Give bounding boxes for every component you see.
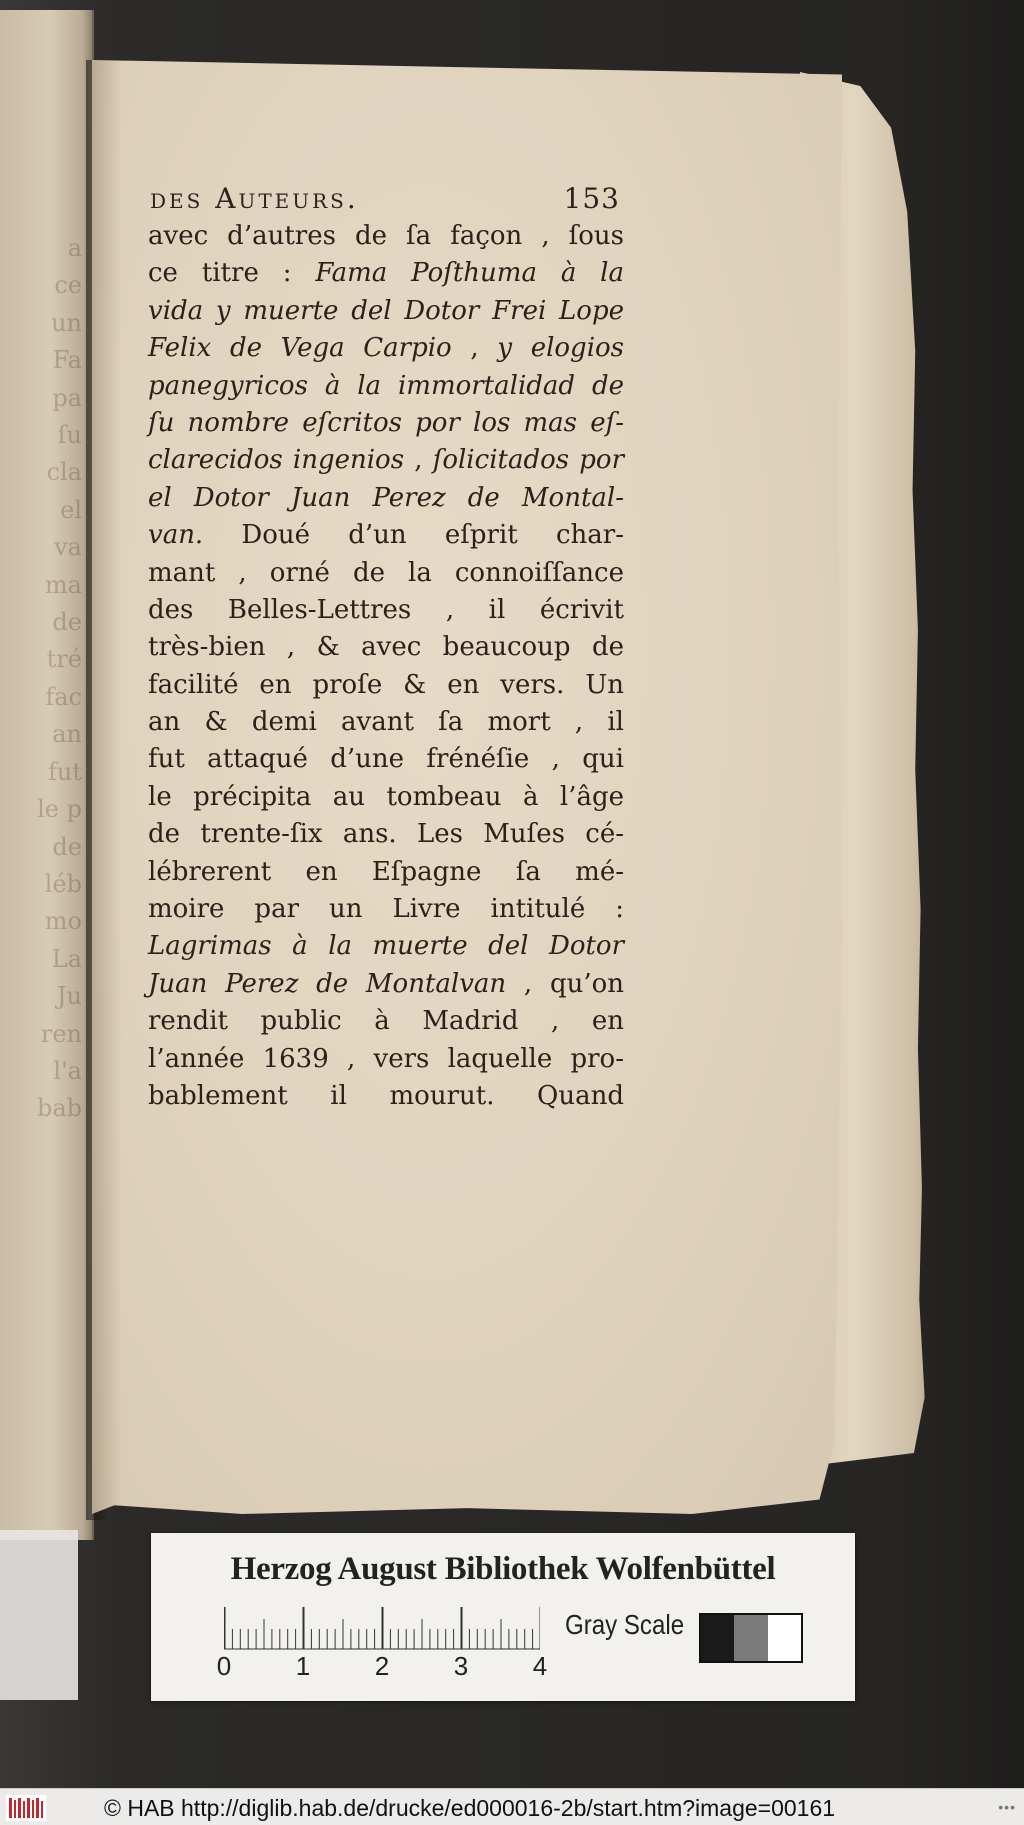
text-line — [148, 779, 624, 816]
running-head: des Auteurs. — [150, 182, 359, 215]
text-line — [148, 293, 624, 330]
text-line — [148, 854, 624, 891]
roman-text: fut attaqué d’une frénéſie , qui — [148, 744, 624, 775]
ruler-label: 0 — [216, 1651, 232, 1681]
text-line — [148, 966, 624, 1003]
roman-text: Doué d’un eſprit char- — [203, 520, 624, 551]
roman-text: lébrerent en Eſpagne ſa mé- — [148, 856, 624, 887]
roman-text: l’année 1639 , vers laquelle pro- — [148, 1043, 624, 1074]
italic-text: Felix de Vega Carpio — [148, 333, 452, 364]
color-scale-card — [151, 1533, 855, 1701]
roman-text: bablement il mourut. Quand — [148, 1080, 624, 1111]
page-text — [148, 218, 624, 1115]
italic-text: ſolicitados por — [432, 445, 625, 476]
footer-bar — [0, 1788, 1024, 1825]
roman-text: , — [451, 333, 498, 364]
text-line — [148, 405, 624, 442]
roman-text: facilité en proſe & en vers. Un — [148, 669, 624, 700]
text-line — [148, 480, 624, 517]
text-line — [148, 816, 624, 853]
text-line — [148, 1003, 624, 1040]
ruler-label: 3 — [453, 1651, 469, 1681]
text-line — [148, 517, 624, 554]
roman-text: an & demi avant ſa mort , il — [148, 707, 624, 738]
gray-scale-label: Gray Scale — [565, 1609, 685, 1640]
text-line — [148, 704, 624, 741]
text-line — [148, 1078, 624, 1115]
italic-text: Juan Perez de Montalvan — [148, 968, 507, 999]
italic-text: el Dotor Juan Perez de Montal- — [148, 482, 624, 513]
text-line — [148, 368, 624, 405]
roman-text: des Belles-Lettres , il écrivit — [148, 594, 624, 625]
previous-scale-card-edge — [0, 1530, 78, 1700]
roman-text: mant , orné de la connoiſſance — [148, 557, 624, 588]
ruler-label: 4 — [532, 1651, 548, 1681]
text-line — [148, 442, 624, 479]
gray-scale-patches — [699, 1613, 803, 1663]
roman-text: moire par un Livre intitulé : — [148, 894, 624, 925]
text-line — [148, 592, 624, 629]
ruler-label: 2 — [374, 1651, 390, 1681]
centimeter-ruler — [224, 1605, 540, 1657]
italic-text: Lagrimas à la muerte del Dotor — [148, 931, 624, 962]
text-line — [148, 555, 624, 592]
gray-patch — [768, 1615, 801, 1661]
more-dots-icon[interactable]: ••• — [998, 1799, 1016, 1815]
text-line — [148, 218, 624, 255]
italic-text: vida y muerte del Dotor Frei Lope — [148, 295, 624, 326]
roman-text: très-bien , & avec beaucoup de — [148, 632, 624, 663]
italic-text: van. — [148, 520, 204, 551]
italic-text: ſu nombre eſcritos por los mas eſ- — [148, 407, 624, 438]
library-name: Herzog August Bibliothek Wolfenbüttel — [230, 1551, 776, 1587]
text-line — [148, 667, 624, 704]
ruler-label: 1 — [295, 1651, 311, 1681]
text-line — [148, 255, 624, 292]
italic-text: y elogios — [497, 333, 625, 364]
page-header — [150, 182, 620, 215]
gray-patch — [701, 1615, 734, 1661]
text-line — [148, 629, 624, 666]
text-line — [148, 891, 624, 928]
bleed-through-text: a ce un Fa pa ſu cla el va ma de tré fac an fut le p de léb mo La Ju ren l'a bab — [36, 234, 82, 1123]
roman-text: avec d’autres de ſa façon , ſous — [148, 221, 624, 251]
text-line — [148, 1041, 624, 1078]
italic-text: panegyricos à la immortalidad de — [148, 370, 624, 401]
text-line — [148, 330, 624, 367]
roman-text: le précipita au tombeau à l’âge — [148, 781, 624, 812]
hab-logo-icon — [6, 1795, 46, 1821]
italic-text: clarecidos ingenios — [148, 445, 405, 476]
text-line — [148, 928, 624, 965]
gray-patch — [734, 1615, 767, 1661]
roman-text: , — [404, 445, 433, 476]
italic-text: Fama Poſthuma à la — [315, 258, 625, 289]
roman-text: , qu’on — [506, 968, 624, 999]
roman-text: rendit public à Madrid , en — [148, 1006, 624, 1037]
copyright-url[interactable]: © HAB http://diglib.hab.de/drucke/ed000016-2b/start.htm?image=00161 — [104, 1795, 836, 1821]
page-number: 153 — [563, 182, 620, 215]
roman-text: de trente-ſix ans. Les Muſes cé- — [148, 819, 624, 850]
roman-text: ce titre : — [148, 258, 316, 289]
page-binding-shade — [92, 60, 122, 1514]
text-line — [148, 741, 624, 778]
